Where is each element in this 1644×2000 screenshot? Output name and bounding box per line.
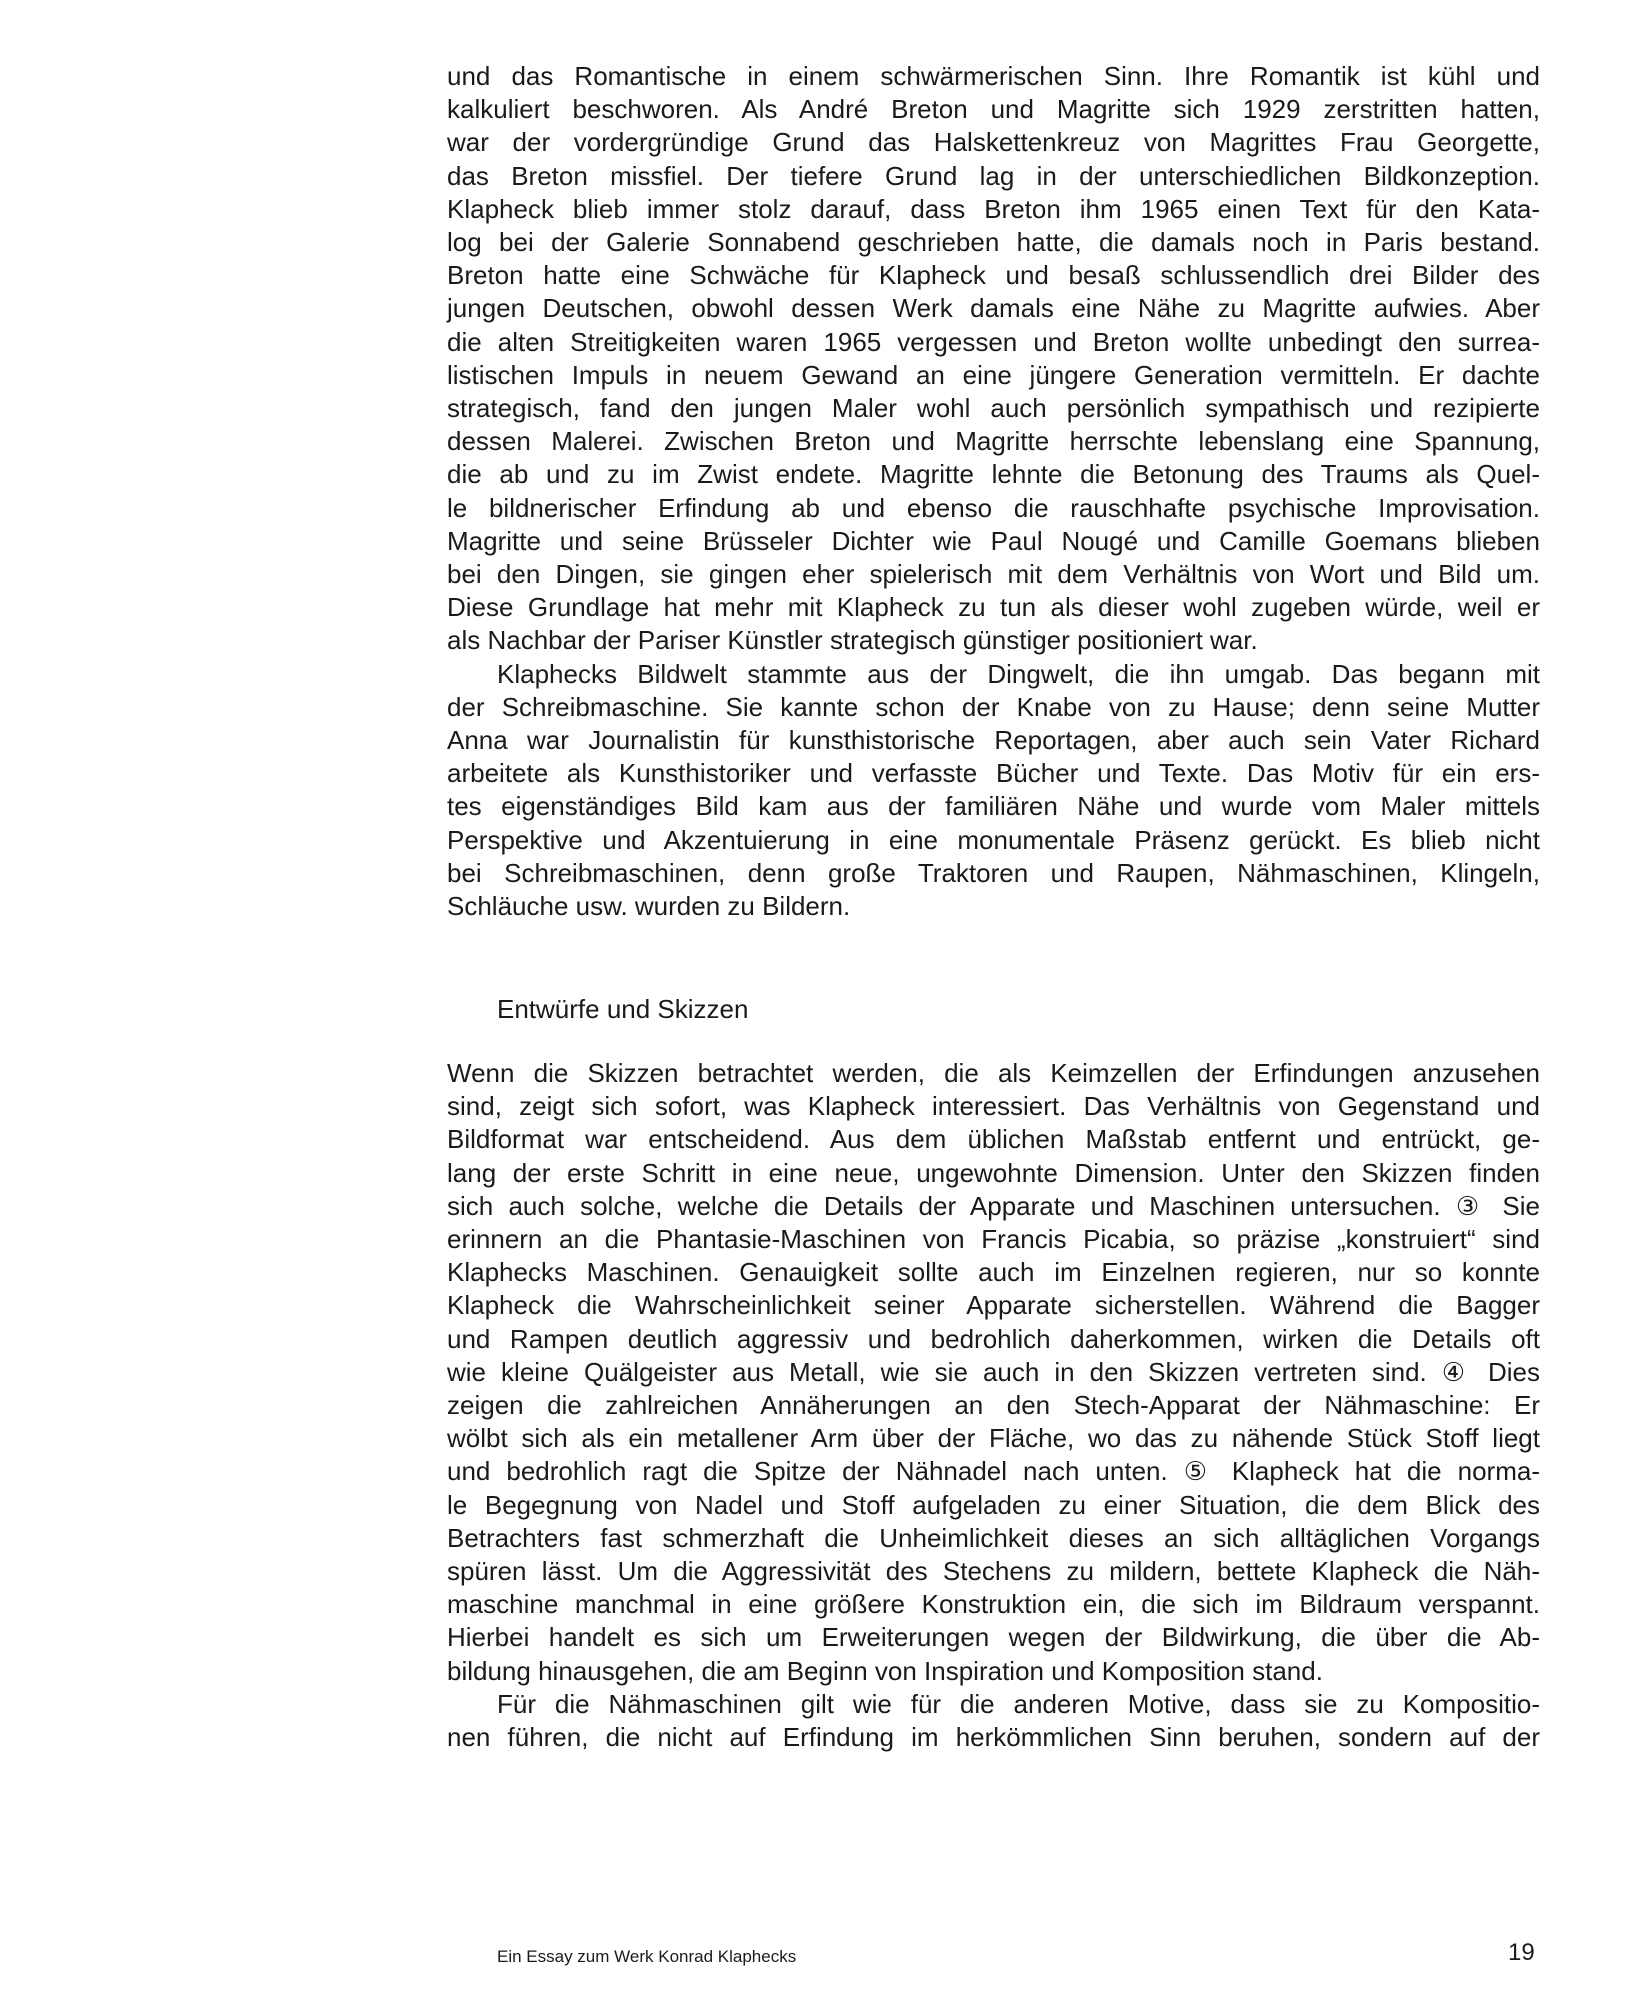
text-line: die alten Streitigkeiten waren 1965 vergessen und Breton wollte unbedingt den surrea- [447, 326, 1540, 357]
text-line: bei Schreibmaschinen, denn große Traktoren und Raupen, Nähmaschinen, Klingeln, [447, 857, 1540, 888]
text-line: bildung hinausgehen, die am Beginn von Inspiration und Komposition stand. [447, 1655, 1323, 1686]
text-line: das Breton missfiel. Der tiefere Grund lag in der unterschiedlichen Bildkonzeption. [447, 160, 1540, 191]
text-line: erinnern an die Phantasie-Maschinen von Francis Picabia, so präzise „konstruiert“ sind [447, 1224, 1540, 1255]
text-line: arbeitete als Kunsthistoriker und verfasste Bücher und Texte. Das Motiv für ein ers- [447, 758, 1540, 789]
paragraph [447, 60, 1540, 658]
text-line: Wenn die Skizzen betrachtet werden, die als Keimzellen der Erfindungen anzusehen [447, 1058, 1540, 1088]
text-line: Klaphecks Maschinen. Genauigkeit sollte auch im Einzelnen regieren, nur so konnte [447, 1257, 1540, 1288]
text-line: Diese Grundlage hat mehr mit Klapheck zu tun als dieser wohl zugeben würde, weil er [447, 592, 1540, 623]
text-line: Klapheck blieb immer stolz darauf, dass Breton ihm 1965 einen Text für den Kata- [447, 193, 1540, 224]
text-line: Betrachters fast schmerzhaft die Unheimlichkeit dieses an sich alltäglichen Vorgangs [447, 1522, 1540, 1553]
text-line: bei den Dingen, sie gingen eher spielerisch mit dem Verhältnis von Wort und Bild um. [447, 559, 1540, 590]
text-line: Klapheck die Wahrscheinlichkeit seiner Apparate sicherstellen. Während die Bagger [447, 1290, 1540, 1321]
text-line: Bildformat war entscheidend. Aus dem üblichen Maßstab entfernt und entrückt, ge- [447, 1124, 1540, 1155]
text-line: strategisch, fand den jungen Maler wohl auch persönlich sympathisch und rezipierte [447, 393, 1540, 424]
text-line: Magritte und seine Brüsseler Dichter wie Paul Nougé und Camille Goemans blieben [447, 525, 1540, 556]
text-line: und Rampen deutlich aggressiv und bedrohlich daherkommen, wirken die Details oft [447, 1323, 1540, 1354]
paragraph [447, 1057, 1540, 1688]
text-line: Hierbei handelt es sich um Erweiterungen wegen der Bildwirkung, die über die Ab- [447, 1622, 1540, 1653]
text-line: jungen Deutschen, obwohl dessen Werk damals eine Nähe zu Magritte aufwies. Aber [447, 293, 1540, 324]
text-line: Breton hatte eine Schwäche für Klapheck und besaß schlussendlich drei Bilder des [447, 260, 1540, 291]
text-line: le bildnerischer Erfindung ab und ebenso die rauschhafte psychische Improvisation. [447, 492, 1540, 523]
text-line: tes eigenständiges Bild kam aus der familiären Nähe und wurde vom Maler mittels [447, 791, 1540, 822]
text-block-lower [447, 1057, 1540, 1754]
text-line: war der vordergründige Grund das Halskettenkreuz von Magrittes Frau Georgette, [447, 127, 1540, 158]
text-line: der Schreibmaschine. Sie kannte schon der Knabe von zu Hause; denn seine Mutter [447, 691, 1540, 722]
text-line: Perspektive und Akzentuierung in eine monumentale Präsenz gerückt. Es blieb nicht [447, 824, 1540, 855]
paragraph [447, 658, 1540, 924]
text-line: und bedrohlich ragt die Spitze der Nähnadel nach unten. ⑤ Klapheck hat die norma- [447, 1456, 1540, 1487]
text-line: le Begegnung von Nadel und Stoff aufgeladen zu einer Situation, die dem Blick des [447, 1489, 1540, 1520]
running-footer-title: Ein Essay zum Werk Konrad Klaphecks [497, 1947, 797, 1966]
text-line: lang der erste Schritt in eine neue, ungewohnte Dimension. Unter den Skizzen finden [447, 1157, 1540, 1188]
text-line: wölbt sich als ein metallener Arm über der Fläche, wo das zu nähende Stück Stoff liegt [447, 1423, 1540, 1454]
text-line: zeigen die zahlreichen Annäherungen an den Stech-Apparat der Nähmaschine: Er [447, 1390, 1540, 1421]
text-block-upper [447, 60, 1540, 923]
text-line: Anna war Journalistin für kunsthistorische Reportagen, aber auch sein Vater Richard [447, 725, 1540, 756]
text-line: Schläuche usw. wurden zu Bildern. [447, 891, 851, 922]
text-line: spüren lässt. Um die Aggressivität des Stechens zu mildern, bettete Klapheck die Näh- [447, 1556, 1540, 1587]
text-line: die ab und zu im Zwist endete. Magritte lehnte die Betonung des Traums als Quel- [447, 459, 1540, 490]
text-line: listischen Impuls in neuem Gewand an eine jüngere Generation vermitteln. Er dachte [447, 359, 1540, 390]
text-line: als Nachbar der Pariser Künstler strategisch günstiger positioniert war. [447, 625, 1258, 656]
text-line: Klaphecks Bildwelt stammte aus der Dingwelt, die ihn umgab. Das begann mit [497, 658, 1540, 689]
text-line: nen führen, die nicht auf Erfindung im herkömmlichen Sinn beruhen, sondern auf der [447, 1722, 1540, 1753]
text-line: maschine manchmal in eine größere Konstruktion ein, die sich im Bildraum verspannt. [447, 1589, 1540, 1620]
text-line: kalkuliert beschworen. Als André Breton und Magritte sich 1929 zerstritten hatten, [447, 94, 1540, 125]
text-line: dessen Malerei. Zwischen Breton und Magritte herrschte lebenslang eine Spannung, [447, 426, 1540, 457]
text-line: sich auch solche, welche die Details der Apparate und Maschinen untersuchen. ③ Sie [447, 1190, 1540, 1221]
section-heading: Entwürfe und Skizzen [497, 994, 749, 1024]
text-line: Für die Nähmaschinen gilt wie für die anderen Motive, dass sie zu Kompositio- [497, 1688, 1540, 1719]
paragraph [447, 1688, 1540, 1754]
page-number: 19 [1508, 1939, 1535, 1966]
text-line: und das Romantische in einem schwärmerischen Sinn. Ihre Romantik ist kühl und [447, 61, 1540, 91]
text-line: log bei der Galerie Sonnabend geschrieben hatte, die damals noch in Paris bestand. [447, 227, 1540, 258]
text-line: sind, zeigt sich sofort, was Klapheck interessiert. Das Verhältnis von Gegenstand und [447, 1091, 1540, 1122]
text-line: wie kleine Quälgeister aus Metall, wie sie auch in den Skizzen vertreten sind. ④ Dies [447, 1356, 1540, 1387]
